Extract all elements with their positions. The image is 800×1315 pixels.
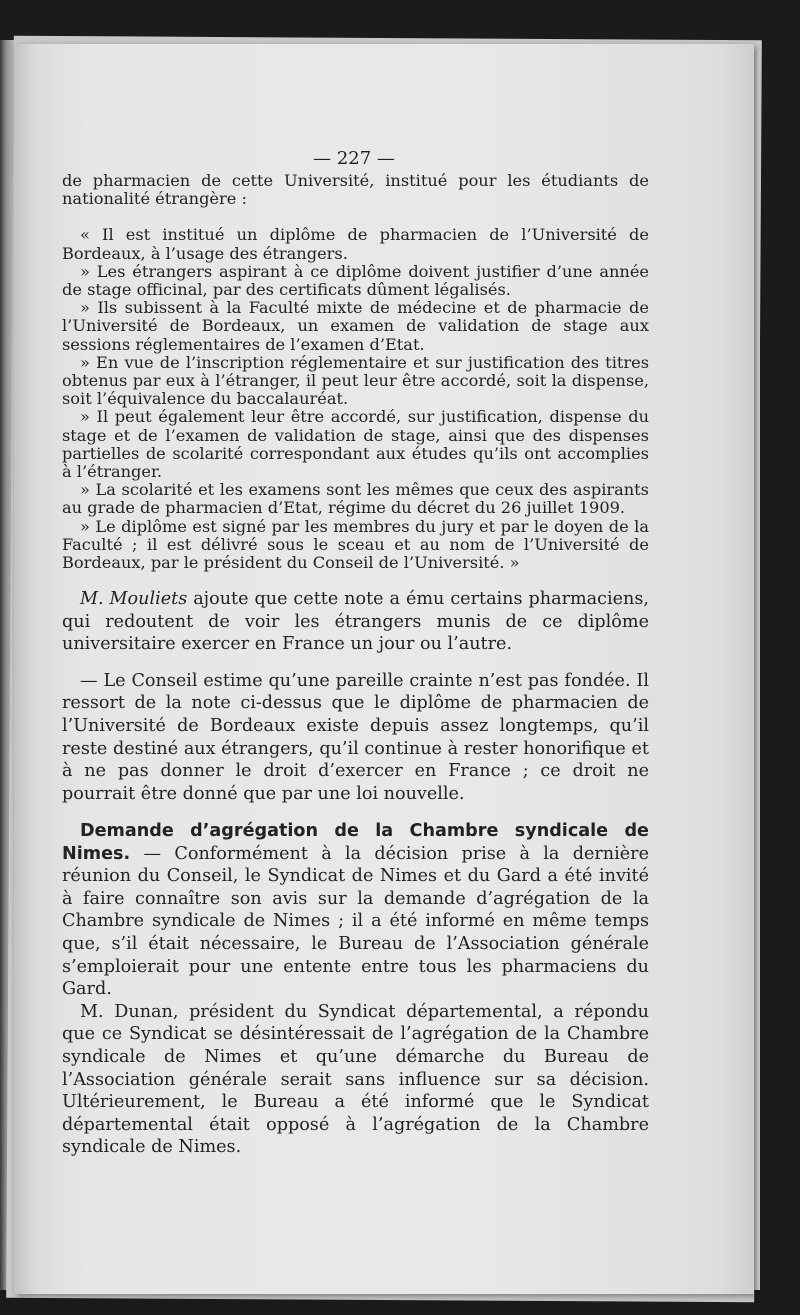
nimes-section: [62, 820, 649, 1159]
section-heading: Demande d’agrégation de la Chambre syndicale de Nimes.: [62, 821, 649, 864]
page-number: — 227 —: [313, 148, 395, 169]
book-page: [14, 44, 754, 1294]
dunan-paragraph: M. Dunan, président du Syndicat départemental, a répondu que ce Syndicat se désintéressait de l’agrégation de la Chambre syndicale de Nimes et qu’une démarche du Bureau de l’Association générale serait sans influence sur sa décision. Ultérieurement, le Bureau a été informé que le Syndicat départemental était opposé à l’agrégation de la Chambre syndicale de Nimes.: [62, 1001, 649, 1158]
speaker-name: M. Mouliets: [80, 589, 188, 609]
decree-paragraph-5: » Il peut également leur être accordé, sur justification, dispense du stage et de l’examen de validation de stage, ainsi que des dispenses partielles de scolarité correspondant aux études qu’ils ont accomplies à l’étranger.: [62, 407, 649, 482]
discussion-block: [62, 588, 649, 805]
decree-paragraph-3: » Ils subissent à la Faculté mixte de médecine et de pharmacie de l’Université de Bordeaux, un examen de validation de stage aux sessions réglementaires de l’examen d’Etat.: [62, 298, 649, 354]
mouliets-text: ajoute que cette note a ému certains pharmaciens, qui redoutent de voir les étrangers munis de ce diplôme universitaire exercer en France un jour ou l’autre.: [62, 589, 649, 655]
nimes-paragraph: [62, 820, 649, 1001]
decree-block: [62, 172, 649, 572]
mouliets-paragraph: [62, 588, 649, 656]
section-text: — Conformément à la décision prise à la dernière réunion du Conseil, le Syndicat de Nimes et du Gard a été invité à faire connaître son avis sur la demande d’agrégation de la Chambre syndicale de Nimes ; il a été informé en même temps que, s’il était nécessaire, le Bureau de l’Association générale s’emploierait pour une entente entre tous les pharmaciens du Gard.: [62, 843, 649, 1000]
decree-paragraph-1: « Il est institué un diplôme de pharmacien de l’Université de Bordeaux, à l’usage des étrangers.: [62, 225, 649, 263]
intro-paragraph: de pharmacien de cette Université, institué pour les étudiants de nationalité étrangère :: [62, 171, 649, 209]
decree-paragraph-6: » La scolarité et les examens sont les mêmes que ceux des aspirants au grade de pharmacien d’Etat, régime du décret du 26 juillet 1909.: [62, 480, 649, 518]
decree-paragraph-2: » Les étrangers aspirant à ce diplôme doivent justifier d’une année de stage officinal, par des certificats dûment légalisés.: [62, 261, 649, 300]
decree-paragraph-4: » En vue de l’inscription réglementaire et sur justification des titres obtenus par eux à l’étranger, il peut leur être accordé, soit la dispense, soit l’équivalence du baccalauréat.: [62, 352, 649, 409]
decree-paragraph-7: » Le diplôme est signé par les membres du jury et par le doyen de la Faculté ; il est délivré sous le sceau et au nom de l’Université de Bordeaux, par le président du Conseil de l’Université. »: [62, 516, 649, 573]
conseil-paragraph: — Le Conseil estime qu’une pareille crainte n’est pas fondée. Il ressort de la note ci-dessus que le diplôme de pharmacien de l’Université de Bordeaux existe depuis assez longtemps, qu’il reste destiné aux étrangers, qu’il continue à rester honorifique et à ne pas donner le droit d’exercer en France ; ce droit ne pourrait être donné que par une loi nouvelle.: [62, 670, 649, 804]
